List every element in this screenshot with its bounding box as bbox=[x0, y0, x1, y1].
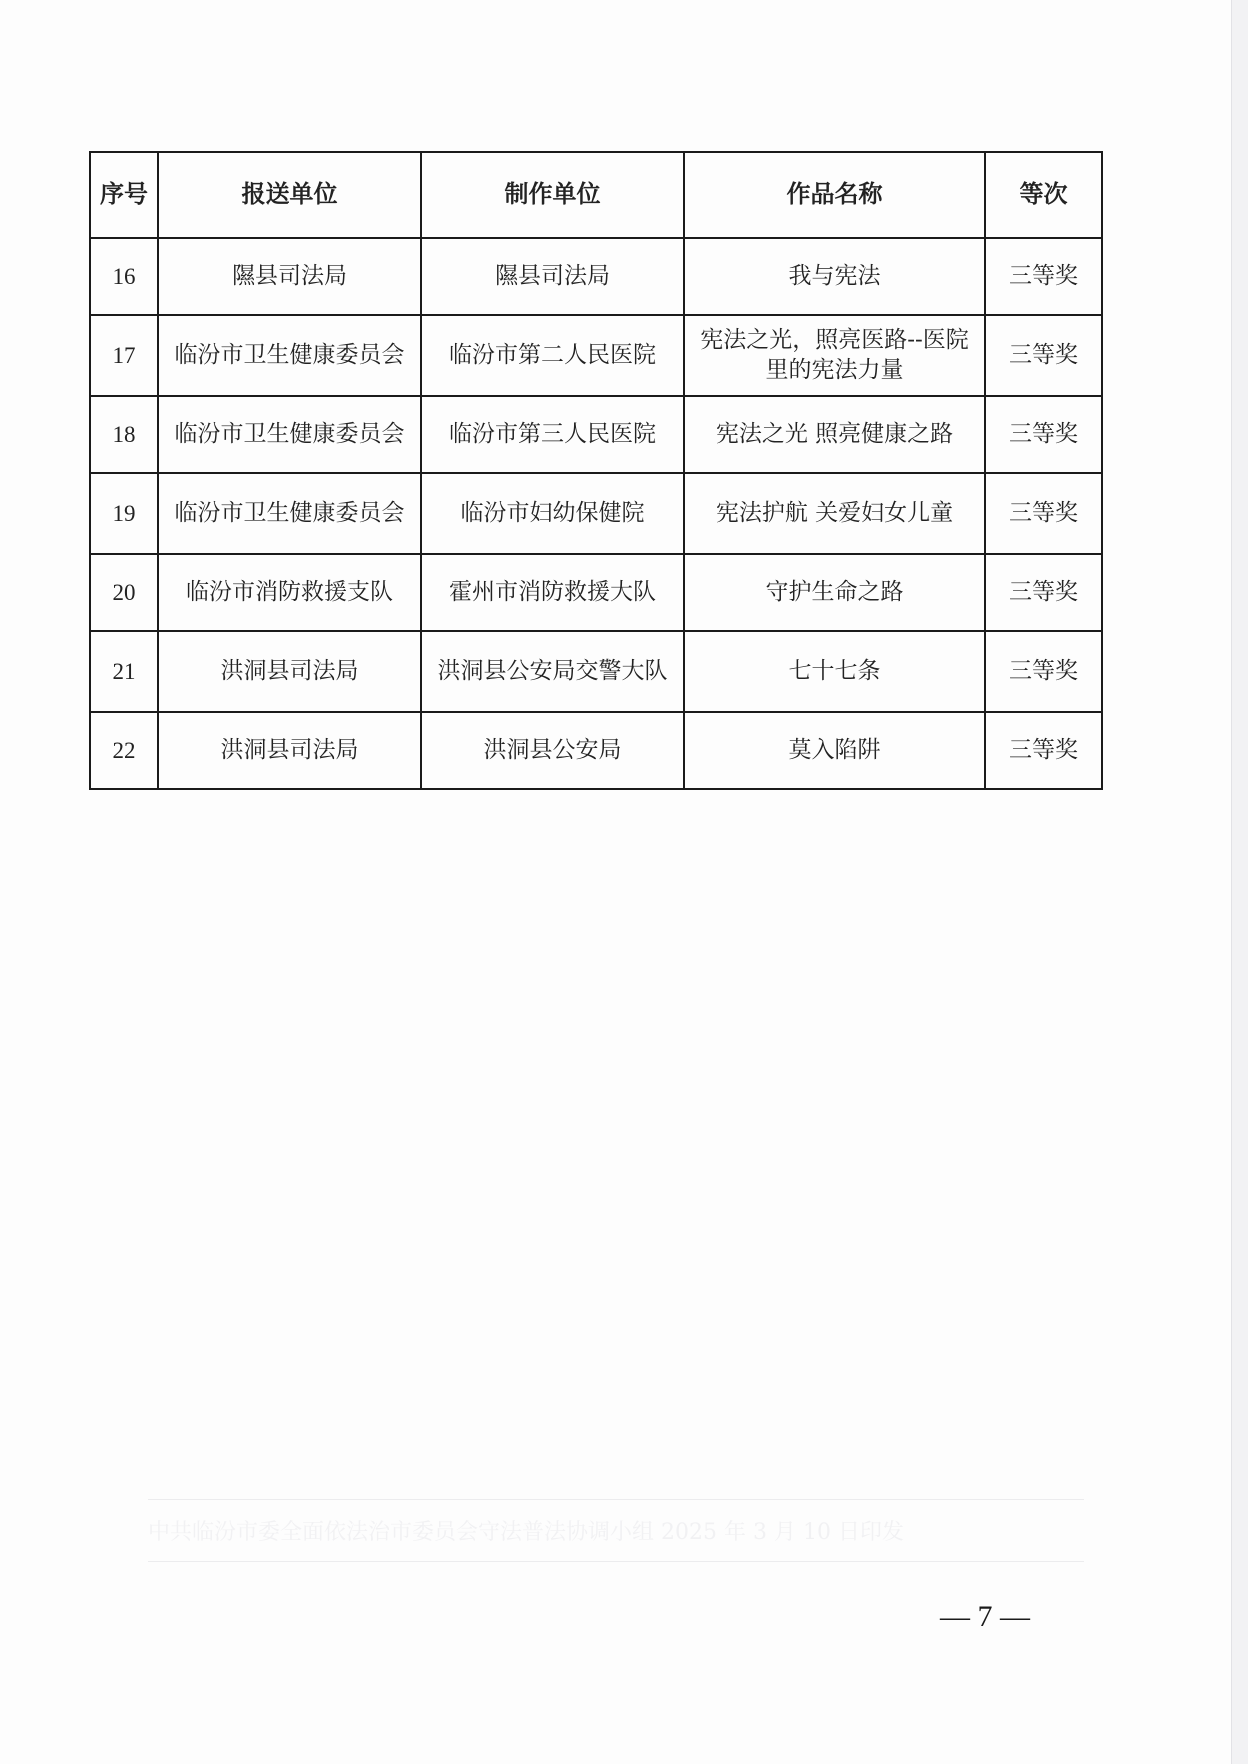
cell-seq: 20 bbox=[90, 554, 158, 631]
cell-submitter: 洪洞县司法局 bbox=[158, 631, 421, 712]
cell-producer: 临汾市妇幼保健院 bbox=[421, 473, 684, 554]
cell-rank: 三等奖 bbox=[985, 315, 1102, 396]
cell-producer: 霍州市消防救援大队 bbox=[421, 554, 684, 631]
cell-submitter: 隰县司法局 bbox=[158, 238, 421, 315]
cell-submitter: 临汾市卫生健康委员会 bbox=[158, 396, 421, 473]
cell-seq: 22 bbox=[90, 712, 158, 789]
cell-work: 宪法之光，照亮医路--医院里的宪法力量 bbox=[684, 315, 985, 396]
cell-producer: 洪洞县公安局 bbox=[421, 712, 684, 789]
header-rank: 等次 bbox=[985, 152, 1102, 238]
cell-seq: 18 bbox=[90, 396, 158, 473]
cell-submitter: 临汾市卫生健康委员会 bbox=[158, 473, 421, 554]
cell-submitter: 洪洞县司法局 bbox=[158, 712, 421, 789]
cell-producer: 临汾市第二人民医院 bbox=[421, 315, 684, 396]
cell-work: 我与宪法 bbox=[684, 238, 985, 315]
header-submitter: 报送单位 bbox=[158, 152, 421, 238]
table-row bbox=[90, 554, 1102, 631]
cell-work: 宪法护航 关爱妇女儿童 bbox=[684, 473, 985, 554]
cell-submitter: 临汾市卫生健康委员会 bbox=[158, 315, 421, 396]
cell-producer: 洪洞县公安局交警大队 bbox=[421, 631, 684, 712]
awards-table bbox=[89, 151, 1103, 790]
scan-edge bbox=[1231, 0, 1248, 1764]
cell-seq: 17 bbox=[90, 315, 158, 396]
cell-seq: 21 bbox=[90, 631, 158, 712]
cell-producer: 临汾市第三人民医院 bbox=[421, 396, 684, 473]
header-seq: 序号 bbox=[90, 152, 158, 238]
cell-work: 七十七条 bbox=[684, 631, 985, 712]
cell-producer: 隰县司法局 bbox=[421, 238, 684, 315]
cell-rank: 三等奖 bbox=[985, 712, 1102, 789]
table-header-row bbox=[90, 152, 1102, 238]
header-work: 作品名称 bbox=[684, 152, 985, 238]
footer-imprint-faint: 中共临汾市委全面依法治市委员会守法普法协调小组 2025 年 3 月 10 日印发 bbox=[148, 1520, 904, 1545]
cell-work: 宪法之光 照亮健康之路 bbox=[684, 396, 985, 473]
table-row bbox=[90, 238, 1102, 315]
cell-rank: 三等奖 bbox=[985, 396, 1102, 473]
cell-rank: 三等奖 bbox=[985, 238, 1102, 315]
header-producer: 制作单位 bbox=[421, 152, 684, 238]
cell-rank: 三等奖 bbox=[985, 473, 1102, 554]
cell-work: 莫入陷阱 bbox=[684, 712, 985, 789]
cell-rank: 三等奖 bbox=[985, 554, 1102, 631]
cell-submitter: 临汾市消防救援支队 bbox=[158, 554, 421, 631]
cell-seq: 16 bbox=[90, 238, 158, 315]
page-number: — 7 — bbox=[940, 1600, 1030, 1633]
cell-rank: 三等奖 bbox=[985, 631, 1102, 712]
table-row bbox=[90, 473, 1102, 554]
table-row bbox=[90, 712, 1102, 789]
cell-seq: 19 bbox=[90, 473, 158, 554]
table-row bbox=[90, 315, 1102, 396]
cell-work: 守护生命之路 bbox=[684, 554, 985, 631]
table-row bbox=[90, 396, 1102, 473]
footer-rule-bottom bbox=[148, 1561, 1084, 1562]
footer-rule-top bbox=[148, 1499, 1084, 1500]
table-row bbox=[90, 631, 1102, 712]
